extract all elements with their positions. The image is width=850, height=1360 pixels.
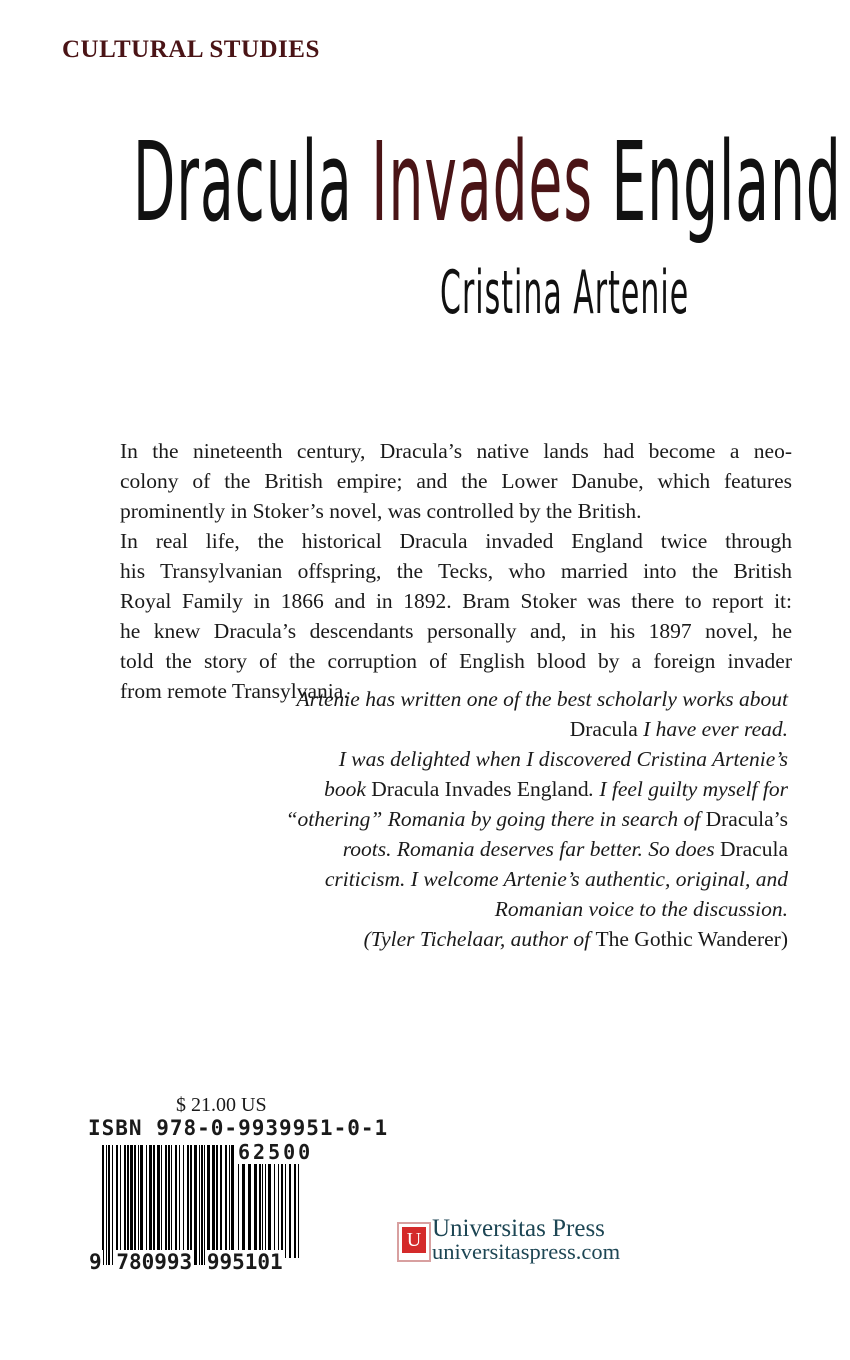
barcode-bar — [116, 1145, 118, 1265]
quote-text: I was delighted when I discovered Cristina Artenie’s — [338, 747, 788, 771]
quote-text: I have ever read. — [637, 717, 788, 741]
barcode-bar — [242, 1164, 245, 1258]
barcode-bar — [194, 1145, 197, 1265]
barcode-addon-digits: 62500 — [238, 1140, 314, 1164]
barcode-bar — [199, 1145, 200, 1265]
barcode-bar — [106, 1145, 107, 1265]
quote-text: . I feel guilty myself for — [588, 777, 788, 801]
blurb-line: prominently in Stoker’s novel, was controlled by the British. — [120, 499, 642, 523]
barcode-bar — [130, 1145, 133, 1265]
quote-attribution-title: The Gothic Wanderer — [595, 927, 781, 951]
author-name: Cristina Artenie — [440, 258, 690, 328]
barcode-bar — [201, 1145, 203, 1265]
quote-text: Dracula’s — [705, 807, 788, 831]
barcode-bar — [179, 1145, 180, 1265]
barcode-bar — [285, 1164, 286, 1258]
blurb-line: he knew Dracula’s descendants personally and, in his 1897 novel, he — [120, 619, 792, 643]
title-part: England — [611, 118, 842, 246]
price: $ 21.00 US — [176, 1094, 267, 1116]
quote-attribution: (Tyler Tichelaar, author of — [363, 927, 596, 951]
barcode-bar — [204, 1145, 205, 1265]
series-label: CULTURAL STUDIES — [62, 36, 320, 63]
barcode-bar — [165, 1145, 167, 1265]
barcode-bar — [268, 1164, 271, 1258]
blurb-line: Royal Family in 1866 and in 1892. Bram Stoker was there to report it: — [120, 589, 792, 613]
barcode-bar — [289, 1164, 291, 1258]
book-title — [133, 118, 842, 246]
ean-digits-right: 995101 — [206, 1250, 283, 1274]
publisher-logo-icon — [397, 1222, 431, 1262]
barcode-bar — [153, 1145, 155, 1265]
blurb-line: his Transylvanian offspring, the Tecks, who married into the British — [120, 559, 792, 583]
barcode-bar — [157, 1145, 160, 1265]
barcode-bar — [161, 1145, 162, 1265]
barcode-bar — [262, 1164, 263, 1258]
barcode-bar — [112, 1145, 113, 1265]
publisher-name: Universitas Press — [432, 1215, 605, 1242]
blurb-line: from remote Transylvania. — [120, 679, 349, 703]
ean-digit: 9 — [89, 1250, 102, 1274]
blurb-line: told the story of the corruption of English blood by a foreign invader — [120, 649, 792, 673]
barcode-bar — [225, 1145, 227, 1265]
quote-attribution: ) — [780, 927, 788, 951]
review-quote — [108, 684, 788, 954]
barcode-bar — [168, 1145, 170, 1265]
publisher-url: universitaspress.com — [432, 1239, 621, 1264]
barcode-bar — [140, 1145, 143, 1265]
quote-text: criticism. I welcome Artenie’s authentic, original, and — [324, 867, 788, 891]
barcode-bar — [134, 1145, 136, 1265]
barcode-bar — [298, 1164, 299, 1258]
blurb — [120, 436, 792, 706]
barcode-bar — [216, 1145, 218, 1265]
barcode-bar — [175, 1145, 177, 1265]
barcode-bar — [183, 1145, 184, 1265]
barcode-bar — [259, 1164, 261, 1258]
barcode-bar — [120, 1145, 121, 1265]
barcode-bar — [265, 1164, 266, 1258]
barcode-bar — [108, 1145, 110, 1265]
title-part: Dracula — [133, 118, 353, 246]
barcode-bar — [238, 1164, 239, 1258]
title-part-accent: Invades — [371, 118, 593, 246]
blurb-line: In real life, the historical Dracula invaded England twice through — [120, 529, 792, 553]
barcode-bar — [207, 1145, 210, 1265]
quote-text: book — [324, 777, 372, 801]
barcode-bar — [281, 1164, 283, 1258]
quote-text: Dracula — [569, 717, 638, 741]
blurb-line: In the nineteenth century, Dracula’s native lands had become a neo- — [120, 439, 792, 463]
quote-text: Romanian voice to the discussion. — [494, 897, 788, 921]
barcode-bar — [229, 1145, 230, 1265]
barcode-digits — [88, 1250, 284, 1274]
quote-text: Dracula — [719, 837, 788, 861]
quote-text: Dracula Invades England — [371, 777, 589, 801]
barcode-bar — [294, 1164, 296, 1258]
barcode-bar — [231, 1145, 234, 1265]
barcode-bar — [124, 1145, 126, 1265]
barcode-bar — [220, 1145, 222, 1265]
quote-text: “othering” Romania by going there in search of — [285, 807, 706, 831]
isbn: ISBN 978-0-9939951-0-1 — [88, 1116, 389, 1140]
barcode-bar — [127, 1145, 129, 1265]
barcode-bar — [138, 1145, 139, 1265]
barcode-bar — [146, 1145, 147, 1265]
ean-digits-left: 780993 — [116, 1250, 193, 1274]
barcode-bar — [274, 1164, 275, 1258]
barcode-bar — [102, 1145, 104, 1265]
blurb-line: colony of the British empire; and the Lower Danube, which features — [120, 469, 792, 493]
logo-letter: U — [402, 1227, 426, 1253]
barcode-bar — [212, 1145, 215, 1265]
barcode-bar — [278, 1164, 279, 1258]
barcode-bar — [149, 1145, 152, 1265]
barcode-bar — [190, 1145, 192, 1265]
quote-text: roots. Romania deserves far better. So does — [342, 837, 720, 861]
quote-text: Artenie has written one of the best scholarly works about — [296, 687, 788, 711]
barcode-bar — [254, 1164, 257, 1258]
barcode-bar — [171, 1145, 172, 1265]
barcode-bar — [187, 1145, 189, 1265]
barcode-bar — [248, 1164, 251, 1258]
